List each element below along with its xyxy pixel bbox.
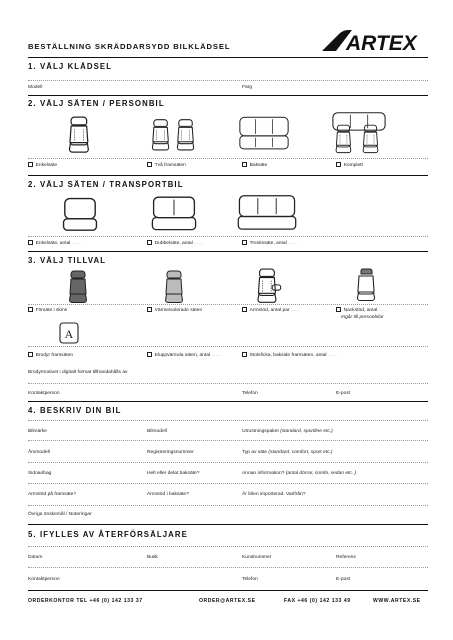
armstod-framsate-field[interactable]: Armstöd på framsäte?	[28, 492, 77, 497]
option-label: Enkelsäte	[35, 163, 58, 168]
option-label: Dubbelsäte, antal	[154, 241, 193, 246]
dotted-line	[28, 567, 428, 568]
aterforsaljare-epost-field[interactable]: E-post	[336, 577, 351, 582]
headrest-icon	[352, 268, 382, 304]
kontaktperson-field[interactable]: Kontaktperson	[28, 391, 60, 396]
armstod-baksate-field[interactable]: Armstöd i baksäte?	[147, 492, 189, 497]
footer-fax: FAX +46 (0) 142 133 49	[284, 598, 351, 604]
option-label: Enkelsäte, antal	[35, 241, 71, 246]
checkbox-icon[interactable]	[147, 352, 152, 357]
aterforsaljare-kontaktperson-field[interactable]: Kontaktperson	[28, 577, 60, 582]
embroidery-icon	[58, 322, 80, 344]
helt-delat-baksate-field[interactable]: Helt eller delat baksäte?	[147, 471, 200, 476]
option-label: Tresitssäte, antal	[249, 241, 287, 246]
checkbox-armstod[interactable]: Armstöd, antal par .......	[242, 307, 300, 313]
checkbox-skinn[interactable]	[28, 307, 67, 313]
section-divider	[28, 57, 428, 58]
option-label: Nackstöd, antal	[343, 308, 378, 313]
van-double-icon	[150, 194, 198, 234]
checkbox-brodyr[interactable]	[28, 352, 73, 358]
brodyr-note-field[interactable]: Brodyrmotivet i digitalt format tillhandahålls av	[28, 370, 128, 375]
farg-field[interactable]: Färg	[242, 85, 253, 90]
dotted-line	[28, 462, 428, 463]
checkbox-icon[interactable]	[28, 240, 33, 245]
kundnummer-field[interactable]: Kundnummer	[242, 555, 272, 560]
field-hint: (antal dörrar, combi, sedan etc. )	[285, 471, 357, 476]
modell-field[interactable]: Modell	[28, 85, 43, 90]
section-divider	[28, 251, 428, 252]
dotted-line	[28, 346, 428, 347]
artex-logo	[322, 30, 428, 52]
dotted-line	[28, 546, 428, 547]
checkbox-icon[interactable]	[242, 307, 247, 312]
importerad-field[interactable]: Är bilen importerad. Varifrån?	[242, 492, 306, 497]
utrustningspaket-field[interactable]	[242, 429, 333, 434]
option-label: Baksäte	[249, 163, 268, 168]
checkbox-icon[interactable]	[28, 352, 33, 357]
checkbox-icon[interactable]	[147, 240, 152, 245]
field-label: Typ av säte	[242, 450, 268, 455]
checkbox-van-dubbelsate[interactable]: Dubbelsäte, antal .......	[147, 240, 204, 246]
field-label: Utrustningspaket	[242, 429, 279, 434]
checkbox-baksate[interactable]	[242, 162, 267, 168]
armrest-icon	[250, 268, 286, 306]
checkbox-icon[interactable]	[28, 162, 33, 167]
van-triple-icon	[236, 192, 298, 234]
dotted-line	[28, 420, 428, 421]
section-divider	[28, 590, 428, 591]
aterforsaljare-telefon-field[interactable]: Telefon	[242, 577, 258, 582]
bilmarke-field[interactable]: Bilmärke	[28, 429, 48, 434]
section-divider	[28, 95, 428, 96]
arsmodell-field[interactable]: Årsmodell	[28, 450, 50, 455]
checkbox-icon[interactable]	[242, 162, 247, 167]
option-label: Eluppvärmda säten, antal	[154, 353, 211, 358]
form-title: BESTÄLLNING SKRÄDDARSYDD BILKLÄDSEL	[28, 42, 231, 51]
leather-seat-icon	[62, 270, 96, 306]
section-4-title: 3. VÄLJ TILLVAL	[28, 256, 107, 265]
checkbox-icon[interactable]	[147, 307, 152, 312]
sidoairbag-field[interactable]: Sidoairbag	[28, 471, 52, 476]
section-2-title: 2. VÄLJ SÄTEN / PERSONBIL	[28, 99, 165, 108]
checkbox-icon[interactable]	[242, 352, 247, 357]
heated-seat-icon	[158, 270, 192, 306]
field-label: Annan information?	[242, 471, 285, 476]
section-1-title: 1. VÄLJ KLÄDSEL	[28, 62, 113, 71]
bilmodell-field[interactable]: Bilmodell	[147, 429, 167, 434]
dotted-line	[28, 505, 428, 506]
dotted-line	[28, 80, 428, 81]
seat-single-icon	[60, 116, 100, 156]
dotted-line	[28, 383, 428, 384]
checkbox-icon[interactable]	[147, 162, 152, 167]
checkbox-komplett[interactable]	[336, 162, 363, 168]
svg-text:A: A	[64, 327, 74, 341]
referens-field[interactable]: Referens	[336, 555, 356, 560]
telefon-field[interactable]: Telefon	[242, 391, 258, 396]
checkbox-stolsficka[interactable]: Stolsficka, bakside framsäten, antal .......	[242, 352, 337, 358]
checkbox-enkelsate[interactable]	[28, 162, 57, 168]
field-hint: (standard, sportline etc.)	[280, 429, 333, 434]
checkbox-varmeisolerade[interactable]	[147, 307, 202, 313]
section-divider	[28, 175, 428, 176]
section-divider	[28, 524, 428, 525]
option-label: Värmeisolerade säten	[154, 308, 203, 313]
option-label: Två framsäten	[154, 163, 186, 168]
checkbox-van-enkelsate[interactable]: Enkelsäte, antal .......	[28, 240, 81, 246]
butik-field[interactable]: Butik	[147, 555, 158, 560]
section-6-title: 5. IFYLLES AV ÅTERFÖRSÄLJARE	[28, 530, 188, 539]
checkbox-icon[interactable]	[336, 162, 341, 167]
option-label: Komplett	[343, 163, 363, 168]
dotted-line	[28, 236, 428, 237]
option-label: Stolsficka, bakside framsäten, antal	[249, 353, 327, 358]
section-3-title: 2. VÄLJ SÄTEN / TRANSPORTBIL	[28, 180, 184, 189]
complete-seats-icon	[330, 110, 388, 158]
footer-email-link[interactable]: ORDER@ARTEX.SE	[199, 598, 256, 604]
datum-field[interactable]: Datum	[28, 555, 43, 560]
option-label: Försäte i skinn	[35, 308, 68, 313]
dotted-line	[28, 440, 428, 441]
van-single-icon	[60, 196, 100, 234]
checkbox-icon[interactable]	[242, 240, 247, 245]
ovriga-onskemal-field[interactable]: Övriga önskemål / Noteringar	[28, 512, 92, 517]
typ-av-sate-field[interactable]	[242, 450, 333, 455]
nackstod-note: Ingår till personbilar	[341, 315, 384, 320]
footer-orderkontor: ORDERKONTOR TEL +46 (0) 142 133 37	[28, 598, 143, 604]
checkbox-eluppvarmda[interactable]: Eluppvärmda säten, antal .......	[147, 352, 221, 358]
section-5-title: 4. BESKRIV DIN BIL	[28, 406, 122, 415]
dotted-line	[28, 304, 428, 305]
checkbox-van-tresitssate[interactable]: Tresitssäte, antal .......	[242, 240, 298, 246]
dotted-line	[28, 483, 428, 484]
dotted-line	[28, 158, 428, 159]
field-hint: (standard, comfort, sport etc.)	[268, 450, 333, 455]
brand-logo-text: ARTEX	[346, 32, 417, 52]
seat-pair-icon	[150, 116, 198, 156]
rear-bench-icon	[238, 112, 290, 156]
epost-field[interactable]: E-post	[336, 391, 351, 396]
checkbox-nackstod[interactable]: Nackstöd, antal ......	[336, 307, 387, 313]
option-label: Armstöd, antal par	[249, 308, 290, 313]
checkbox-icon[interactable]	[28, 307, 33, 312]
option-label: Brodyr framsäten	[35, 353, 74, 358]
checkbox-tva-framsaten[interactable]	[147, 162, 186, 168]
registreringsnummer-field[interactable]: Registreringsnummer	[147, 450, 194, 455]
section-divider	[28, 401, 428, 402]
footer-web-link[interactable]: WWW.ARTEX.SE	[373, 598, 421, 604]
checkbox-icon[interactable]	[336, 307, 341, 312]
annan-information-field[interactable]	[242, 471, 356, 476]
